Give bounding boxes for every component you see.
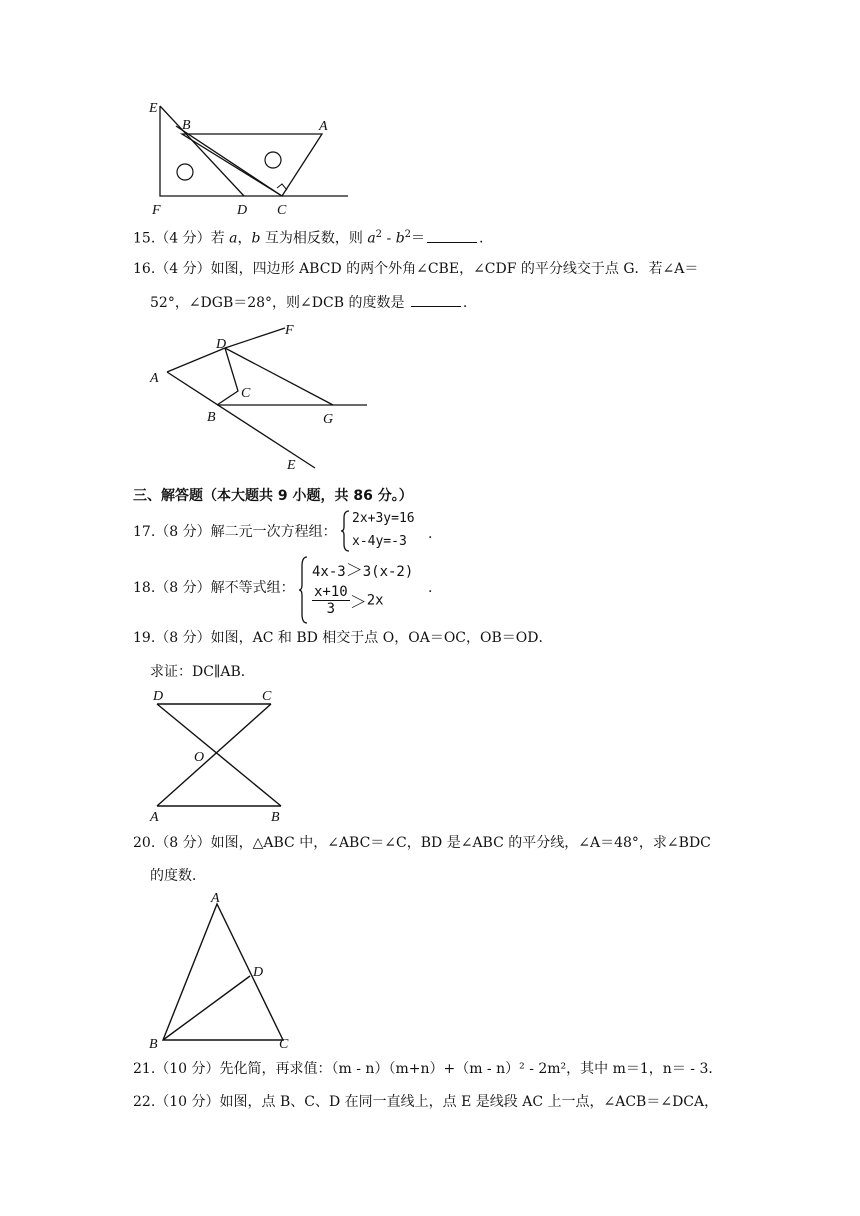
q15-expr-a: a: [367, 230, 376, 247]
q16-number: 16.: [133, 261, 156, 277]
q17-score: （8 分）: [155, 524, 211, 540]
q18-ineq1-op: ＞: [345, 561, 363, 581]
question-17: [133, 509, 337, 555]
q17-text: 解二元一次方程组：: [210, 524, 337, 540]
figure-q14: [140, 96, 360, 220]
q18-inequality-1: [312, 556, 413, 581]
label-o: O: [194, 750, 205, 765]
q20-line1: 如图，△ABC 中，∠ABC＝∠C，BD 是∠ABC 的平分线，∠A＝48°，求∠BDC: [210, 835, 711, 851]
section-3-heading: 三、解答题（本大题共 9 小题，共 86 分。）: [133, 488, 413, 504]
q17-end: .: [428, 526, 433, 542]
label-e: E: [149, 101, 158, 116]
q18-ineq1-left: 4x-3: [312, 564, 346, 580]
q18-number: 18.: [133, 580, 156, 596]
q18-inequality-2: [312, 584, 384, 617]
q15-var-b: b: [251, 230, 261, 247]
question-15: [133, 225, 483, 249]
question-22: [133, 1092, 718, 1112]
figure-q14-right-angle: [277, 184, 287, 190]
question-20: [133, 833, 711, 853]
label-f: F: [152, 203, 161, 218]
question-16: [133, 259, 698, 279]
question-19-line2: 求证：DC∥AB．: [150, 664, 255, 680]
q17-equation-1: 2x+3y=16: [352, 511, 415, 526]
q22-score: （10 分）: [155, 1094, 220, 1110]
question-19: [133, 628, 552, 648]
q15-number: 15.: [133, 230, 156, 247]
figure-q14-circle-right: [265, 152, 281, 168]
label-f: F: [285, 323, 294, 338]
q15-eq: ＝: [411, 230, 426, 247]
label-c: C: [262, 689, 272, 704]
label-e: E: [287, 458, 296, 473]
q21-score: （10 分）: [155, 1061, 220, 1077]
label-d: D: [216, 337, 227, 352]
label-a: A: [150, 371, 159, 386]
label-d: D: [153, 689, 164, 704]
q15-answer-blank: [427, 229, 477, 243]
figure-q16: [145, 318, 370, 473]
q20-score: （8 分）: [155, 835, 211, 851]
q15-score: （4 分）: [155, 230, 211, 247]
q16-answer-blank: [411, 293, 461, 307]
q18-ineq2-op: ＞: [349, 593, 367, 613]
q22-text: 如图，点 B、C、D 在同一直线上，点 E 是线段 AC 上一点，∠ACB＝∠DCA，: [219, 1094, 719, 1110]
figure-q14-line-bc: [176, 126, 282, 196]
label-b: B: [149, 1037, 158, 1052]
label-d: D: [237, 203, 248, 218]
figure-q20: [145, 888, 295, 1052]
q21-text: 先化简，再求值：（m - n）（m+n）+（m - n）² - 2m²，其中 m＝1，n＝ - 3．: [219, 1061, 723, 1077]
q16-score: （4 分）: [155, 261, 211, 277]
label-b: B: [207, 410, 216, 425]
q17-equation-2: x-4y=-3: [352, 534, 407, 549]
label-a: A: [150, 810, 159, 824]
q18-ineq2-right: 2x: [366, 592, 384, 609]
question-21: [133, 1059, 722, 1079]
q15-expr-mid: -: [382, 230, 396, 247]
q18-score: （8 分）: [155, 580, 211, 596]
figure-q19-db: [157, 704, 281, 806]
q18-fraction: [312, 584, 350, 617]
q15-end: .: [479, 230, 484, 247]
figure-q19-ca: [157, 704, 271, 806]
figure-q16-df: [225, 328, 285, 348]
question-16-line2: [150, 293, 467, 313]
figure-q19: [145, 686, 295, 824]
q18-brace: [298, 556, 308, 624]
q16-line2: 52°，∠DGB＝28°，则∠DCB 的度数是: [150, 295, 409, 311]
q19-score: （8 分）: [155, 630, 211, 646]
q15-text2: 互为相反数，则: [260, 230, 368, 247]
q19-line1: 如图，AC 和 BD 相交于点 O，OA＝OC，OB＝OD．: [210, 630, 553, 646]
q15-exp-b: 2: [404, 229, 412, 240]
q21-number: 21.: [133, 1061, 156, 1077]
figure-q16-dcb: [217, 348, 238, 405]
q18-numerator: x+10: [314, 584, 348, 600]
q15-sep: ，: [237, 230, 252, 247]
label-a: A: [319, 119, 328, 134]
q15-exp-a: 2: [375, 229, 383, 240]
q18-end: .: [428, 580, 433, 596]
label-g: G: [323, 412, 334, 427]
q18-ineq1-right: 3(x-2): [362, 564, 414, 580]
label-c: C: [241, 386, 251, 401]
label-c: C: [277, 203, 287, 218]
q22-number: 22.: [133, 1094, 156, 1110]
label-b: B: [271, 810, 280, 824]
q18-text: 解不等式组：: [210, 580, 295, 596]
label-b: B: [182, 118, 191, 133]
q17-brace: [340, 510, 350, 552]
label-d: D: [253, 965, 264, 980]
q15-text: 若: [210, 230, 230, 247]
q16-end: .: [462, 295, 468, 311]
q17-number: 17.: [133, 524, 156, 540]
q15-var-a: a: [229, 230, 238, 247]
q19-number: 19.: [133, 630, 156, 646]
question-20-line2: 的度数．: [150, 868, 206, 884]
q15-expr-b: b: [395, 230, 405, 247]
figure-q14-line-ed: [160, 106, 244, 196]
label-a: A: [211, 891, 220, 906]
q20-number: 20.: [133, 835, 156, 851]
q18-denominator: 3: [326, 601, 336, 617]
q16-line1: 如图，四边形 ABCD 的两个外角∠CBE，∠CDF 的平分线交于点 G．若∠A＝: [210, 261, 699, 277]
label-c: C: [279, 1037, 289, 1052]
figure-q14-circle-left: [177, 164, 193, 180]
question-18: [133, 578, 295, 598]
figure-q20-triangle: [163, 904, 283, 1040]
